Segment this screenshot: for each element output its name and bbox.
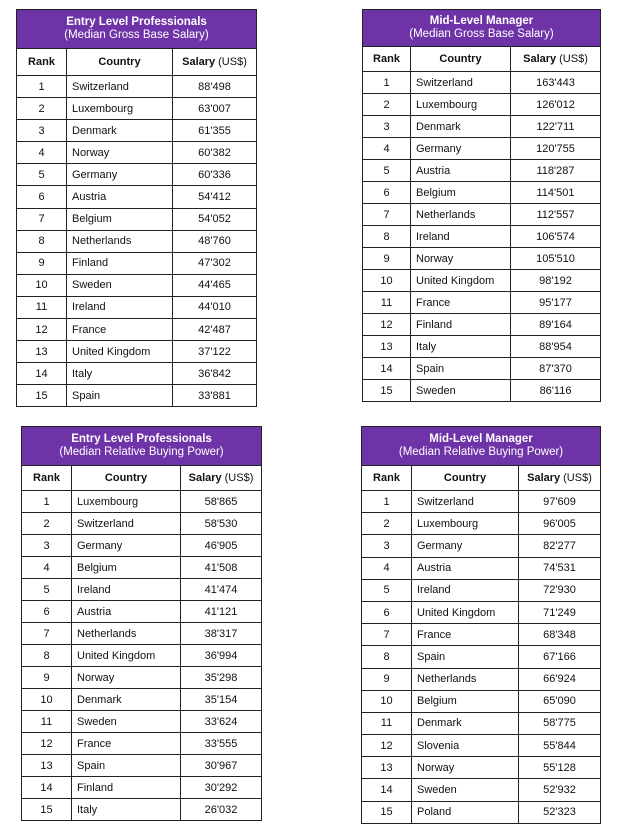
- cell-country: Spain: [67, 385, 173, 406]
- column-header-row: [17, 49, 256, 75]
- cell-rank: 10: [17, 275, 67, 296]
- table-row: [22, 578, 261, 600]
- table-row: [17, 274, 256, 296]
- cell-country: Denmark: [412, 713, 519, 734]
- column-header-rank: Rank: [22, 466, 72, 490]
- cell-country: Switzerland: [412, 491, 519, 512]
- column-header-rank: Rank: [363, 47, 411, 71]
- cell-country: Norway: [411, 248, 511, 269]
- cell-salary: 126'012: [536, 98, 575, 111]
- cell-salary: 96'005: [543, 517, 576, 530]
- cell-salary: 47'302: [198, 257, 231, 270]
- cell-rank: 5: [362, 580, 412, 601]
- cell-salary: 88'498: [198, 80, 231, 93]
- table-row: [363, 269, 600, 291]
- cell-rank: 12: [363, 314, 411, 335]
- cell-salary: 44'465: [198, 279, 231, 292]
- salary-label: Salary: [188, 472, 222, 484]
- cell-salary: 106'574: [536, 230, 575, 243]
- cell-salary: 46'905: [204, 539, 238, 552]
- cell-rank: 2: [22, 513, 72, 534]
- cell-country: Ireland: [67, 297, 173, 318]
- cell-salary: 82'277: [543, 539, 576, 552]
- salary-unit: (US$): [563, 472, 592, 484]
- cell-salary: 98'192: [539, 274, 572, 287]
- cell-rank: 1: [363, 72, 411, 93]
- cell-salary: 120'755: [536, 142, 575, 155]
- cell-country: Switzerland: [67, 76, 173, 97]
- table-row: [22, 754, 261, 776]
- cell-rank: 4: [17, 142, 67, 163]
- cell-salary: 48'760: [198, 235, 231, 248]
- table-row: [362, 601, 600, 623]
- salary-label: Salary: [182, 56, 216, 68]
- cell-country: Luxembourg: [72, 491, 181, 512]
- cell-rank: 4: [363, 138, 411, 159]
- cell-country: Denmark: [67, 120, 173, 141]
- cell-rank: 5: [17, 164, 67, 185]
- cell-rank: 6: [22, 601, 72, 622]
- cell-rank: 14: [22, 777, 72, 798]
- cell-rank: 10: [363, 270, 411, 291]
- cell-salary: 112'557: [536, 208, 575, 221]
- cell-country: Sweden: [67, 275, 173, 296]
- cell-salary: 61'355: [198, 124, 231, 137]
- cell-country: United Kingdom: [412, 602, 519, 623]
- cell-salary: 118'287: [536, 164, 575, 177]
- cell-rank: 12: [22, 733, 72, 754]
- table-row: [363, 379, 600, 401]
- table-row: [362, 801, 600, 823]
- table-row: [22, 644, 261, 666]
- table-title: Mid-Level Manager: [429, 15, 534, 27]
- table-header: [22, 427, 261, 466]
- table-row: [362, 512, 600, 534]
- cell-country: Netherlands: [412, 669, 519, 690]
- cell-salary: 52'323: [543, 806, 576, 819]
- table-row: [22, 534, 261, 556]
- salary-label: Salary: [527, 472, 561, 484]
- table-row: [22, 490, 261, 512]
- cell-rank: 11: [363, 292, 411, 313]
- cell-rank: 1: [22, 491, 72, 512]
- cell-country: Ireland: [72, 579, 181, 600]
- table-row: [363, 203, 600, 225]
- cell-salary: 41'474: [204, 583, 238, 596]
- cell-rank: 13: [362, 757, 412, 778]
- cell-rank: 12: [362, 735, 412, 756]
- cell-rank: 15: [17, 385, 67, 406]
- cell-country: Slovenia: [412, 735, 519, 756]
- column-header-row: [363, 47, 600, 71]
- cell-country: Norway: [412, 757, 519, 778]
- cell-country: Norway: [72, 667, 181, 688]
- cell-country: Italy: [72, 799, 181, 820]
- cell-salary: 60'382: [198, 146, 231, 159]
- cell-country: United Kingdom: [411, 270, 511, 291]
- cell-salary: 36'842: [198, 367, 231, 380]
- cell-country: Austria: [412, 558, 519, 579]
- cell-salary: 95'177: [539, 296, 572, 309]
- cell-rank: 3: [22, 535, 72, 556]
- cell-rank: 9: [17, 253, 67, 274]
- table-row: [363, 159, 600, 181]
- cell-rank: 3: [363, 116, 411, 137]
- table-row: [362, 645, 600, 667]
- cell-salary: 30'967: [204, 759, 238, 772]
- table-title: Entry Level Professionals: [66, 16, 207, 28]
- table-entry-gross: [16, 9, 257, 407]
- table-row: [17, 163, 256, 185]
- cell-salary: 163'443: [536, 76, 575, 89]
- table-row: [17, 97, 256, 119]
- cell-rank: 6: [363, 182, 411, 203]
- column-header-rank: Rank: [362, 466, 412, 490]
- table-row: [363, 181, 600, 203]
- cell-rank: 14: [362, 779, 412, 800]
- cell-rank: 8: [17, 231, 67, 252]
- cell-rank: 5: [363, 160, 411, 181]
- cell-rank: 2: [17, 98, 67, 119]
- cell-rank: 14: [363, 358, 411, 379]
- table-row: [22, 798, 261, 820]
- cell-rank: 3: [17, 120, 67, 141]
- cell-salary: 114'501: [536, 186, 575, 199]
- cell-country: Spain: [411, 358, 511, 379]
- cell-country: Belgium: [412, 691, 519, 712]
- cell-salary: 35'154: [204, 693, 238, 706]
- cell-salary: 36'994: [204, 649, 238, 662]
- cell-country: Italy: [411, 336, 511, 357]
- cell-country: Italy: [67, 363, 173, 384]
- table-row: [17, 296, 256, 318]
- table-row: [17, 362, 256, 384]
- cell-country: Germany: [411, 138, 511, 159]
- cell-rank: 12: [17, 319, 67, 340]
- table-row: [22, 732, 261, 754]
- table-row: [17, 230, 256, 252]
- table-row: [17, 208, 256, 230]
- table-row: [362, 557, 600, 579]
- table-row: [363, 93, 600, 115]
- column-header-salary: [519, 466, 600, 490]
- table-mid-gross: [362, 9, 601, 402]
- table-row: [22, 710, 261, 732]
- table-row: [22, 512, 261, 534]
- table-row: [362, 623, 600, 645]
- cell-salary: 33'624: [204, 715, 238, 728]
- table-row: [17, 252, 256, 274]
- cell-country: Belgium: [72, 557, 181, 578]
- cell-country: Luxembourg: [412, 513, 519, 534]
- cell-salary: 37'122: [198, 345, 231, 358]
- cell-country: Poland: [412, 802, 519, 823]
- cell-salary: 58'865: [204, 495, 238, 508]
- table-row: [17, 141, 256, 163]
- cell-rank: 9: [362, 669, 412, 690]
- salary-unit: (US$): [224, 472, 254, 484]
- table-subtitle: (Median Relative Buying Power): [398, 446, 564, 458]
- cell-country: Finland: [67, 253, 173, 274]
- cell-rank: 7: [363, 204, 411, 225]
- cell-salary: 72'930: [543, 584, 576, 597]
- table-title: Mid-Level Manager: [429, 433, 533, 445]
- cell-rank: 4: [22, 557, 72, 578]
- table-header: [362, 427, 600, 466]
- table-row: [363, 137, 600, 159]
- cell-country: Sweden: [411, 380, 511, 401]
- table-row: [17, 75, 256, 97]
- cell-salary: 60'336: [198, 168, 231, 181]
- cell-rank: 6: [17, 186, 67, 207]
- cell-country: Austria: [72, 601, 181, 622]
- cell-rank: 14: [17, 363, 67, 384]
- cell-country: United Kingdom: [67, 341, 173, 362]
- cell-country: Netherlands: [67, 231, 173, 252]
- cell-salary: 38'317: [204, 627, 238, 640]
- cell-country: Finland: [72, 777, 181, 798]
- cell-rank: 15: [22, 799, 72, 820]
- cell-rank: 6: [362, 602, 412, 623]
- cell-country: Luxembourg: [411, 94, 511, 115]
- cell-salary: 63'007: [198, 102, 231, 115]
- cell-rank: 8: [22, 645, 72, 666]
- cell-rank: 1: [17, 76, 67, 97]
- cell-country: Norway: [67, 142, 173, 163]
- table-body: [17, 75, 256, 406]
- table-row: [363, 115, 600, 137]
- table-row: [362, 490, 600, 512]
- cell-rank: 1: [362, 491, 412, 512]
- cell-country: Austria: [67, 186, 173, 207]
- cell-country: Belgium: [411, 182, 511, 203]
- table-row: [17, 384, 256, 406]
- column-header-country: Country: [72, 466, 181, 490]
- table-subtitle: (Median Gross Base Salary): [409, 28, 554, 40]
- table-row: [22, 776, 261, 798]
- cell-rank: 13: [363, 336, 411, 357]
- table-row: [17, 185, 256, 207]
- column-header-country: Country: [411, 47, 511, 71]
- cell-salary: 30'292: [204, 781, 238, 794]
- cell-rank: 7: [17, 209, 67, 230]
- column-header-row: [22, 466, 261, 490]
- cell-rank: 2: [363, 94, 411, 115]
- table-row: [362, 778, 600, 800]
- cell-country: Austria: [411, 160, 511, 181]
- cell-rank: 8: [363, 226, 411, 247]
- table-mid-buying: [361, 426, 601, 824]
- cell-salary: 68'348: [543, 628, 576, 641]
- cell-country: France: [67, 319, 173, 340]
- cell-country: Germany: [412, 535, 519, 556]
- table-entry-buying: [21, 426, 262, 821]
- table-row: [362, 690, 600, 712]
- cell-salary: 55'844: [543, 739, 576, 752]
- cell-rank: 8: [362, 646, 412, 667]
- table-row: [362, 756, 600, 778]
- column-header-salary: [173, 49, 256, 75]
- cell-rank: 11: [362, 713, 412, 734]
- cell-salary: 33'881: [198, 389, 231, 402]
- table-title: Entry Level Professionals: [71, 433, 212, 445]
- salary-unit: (US$): [559, 53, 588, 65]
- cell-country: Denmark: [411, 116, 511, 137]
- cell-country: Germany: [72, 535, 181, 556]
- cell-salary: 41'508: [204, 561, 238, 574]
- cell-salary: 122'711: [536, 120, 575, 133]
- table-row: [362, 579, 600, 601]
- cell-country: Finland: [411, 314, 511, 335]
- cell-country: Netherlands: [72, 623, 181, 644]
- table-row: [22, 622, 261, 644]
- cell-country: Spain: [72, 755, 181, 776]
- cell-rank: 3: [362, 535, 412, 556]
- cell-rank: 10: [362, 691, 412, 712]
- cell-country: Switzerland: [72, 513, 181, 534]
- table-row: [363, 291, 600, 313]
- table-row: [362, 668, 600, 690]
- cell-country: Luxembourg: [67, 98, 173, 119]
- cell-salary: 66'924: [543, 673, 576, 686]
- cell-salary: 74'531: [543, 562, 576, 575]
- cell-salary: 87'370: [539, 362, 572, 375]
- cell-salary: 65'090: [543, 695, 576, 708]
- cell-salary: 44'010: [198, 301, 231, 314]
- cell-salary: 88'954: [539, 340, 572, 353]
- salary-label: Salary: [523, 53, 557, 65]
- table-row: [22, 600, 261, 622]
- cell-rank: 4: [362, 558, 412, 579]
- cell-rank: 13: [17, 341, 67, 362]
- cell-country: France: [411, 292, 511, 313]
- cell-salary: 71'249: [543, 606, 576, 619]
- cell-rank: 10: [22, 689, 72, 710]
- cell-country: Germany: [67, 164, 173, 185]
- salary-unit: (US$): [218, 56, 247, 68]
- cell-country: United Kingdom: [72, 645, 181, 666]
- column-header-country: Country: [67, 49, 173, 75]
- table-row: [22, 556, 261, 578]
- cell-rank: 5: [22, 579, 72, 600]
- cell-country: Spain: [412, 646, 519, 667]
- table-body: [363, 71, 600, 401]
- cell-rank: 7: [362, 624, 412, 645]
- cell-salary: 55'128: [543, 761, 576, 774]
- column-header-row: [362, 466, 600, 490]
- cell-rank: 7: [22, 623, 72, 644]
- cell-rank: 13: [22, 755, 72, 776]
- cell-country: France: [412, 624, 519, 645]
- cell-rank: 15: [362, 802, 412, 823]
- cell-salary: 33'555: [204, 737, 238, 750]
- cell-rank: 11: [17, 297, 67, 318]
- column-header-salary: [511, 47, 600, 71]
- cell-country: France: [72, 733, 181, 754]
- cell-salary: 67'166: [543, 650, 576, 663]
- table-row: [363, 335, 600, 357]
- cell-country: Switzerland: [411, 72, 511, 93]
- cell-salary: 58'775: [543, 717, 576, 730]
- table-header: [363, 10, 600, 47]
- cell-salary: 97'609: [543, 495, 576, 508]
- cell-country: Sweden: [412, 779, 519, 800]
- cell-country: Ireland: [412, 580, 519, 601]
- table-row: [363, 313, 600, 335]
- cell-country: Netherlands: [411, 204, 511, 225]
- table-row: [17, 119, 256, 141]
- cell-salary: 42'487: [198, 323, 231, 336]
- table-row: [22, 688, 261, 710]
- cell-salary: 35'298: [204, 671, 238, 684]
- table-row: [17, 318, 256, 340]
- table-row: [362, 734, 600, 756]
- cell-salary: 86'116: [539, 384, 572, 397]
- table-row: [363, 225, 600, 247]
- cell-salary: 41'121: [204, 605, 238, 618]
- cell-country: Ireland: [411, 226, 511, 247]
- cell-rank: 9: [22, 667, 72, 688]
- table-row: [363, 357, 600, 379]
- cell-rank: 11: [22, 711, 72, 732]
- column-header-salary: [181, 466, 261, 490]
- cell-salary: 54'052: [198, 213, 231, 226]
- cell-rank: 15: [363, 380, 411, 401]
- table-body: [362, 490, 600, 823]
- cell-salary: 105'510: [536, 252, 575, 265]
- cell-salary: 26'032: [204, 803, 238, 816]
- table-subtitle: (Median Gross Base Salary): [64, 29, 209, 41]
- cell-salary: 89'164: [539, 318, 572, 331]
- cell-salary: 52'932: [543, 784, 576, 797]
- cell-country: Belgium: [67, 209, 173, 230]
- table-row: [362, 712, 600, 734]
- table-row: [363, 71, 600, 93]
- cell-salary: 58'530: [204, 517, 238, 530]
- table-subtitle: (Median Relative Buying Power): [59, 446, 224, 458]
- table-body: [22, 490, 261, 820]
- table-row: [22, 666, 261, 688]
- cell-salary: 54'412: [198, 191, 231, 204]
- cell-country: Denmark: [72, 689, 181, 710]
- cell-country: Sweden: [72, 711, 181, 732]
- table-header: [17, 10, 256, 49]
- column-header-rank: Rank: [17, 49, 67, 75]
- column-header-country: Country: [412, 466, 519, 490]
- cell-rank: 2: [362, 513, 412, 534]
- table-row: [17, 340, 256, 362]
- cell-rank: 9: [363, 248, 411, 269]
- table-row: [363, 247, 600, 269]
- table-row: [362, 534, 600, 556]
